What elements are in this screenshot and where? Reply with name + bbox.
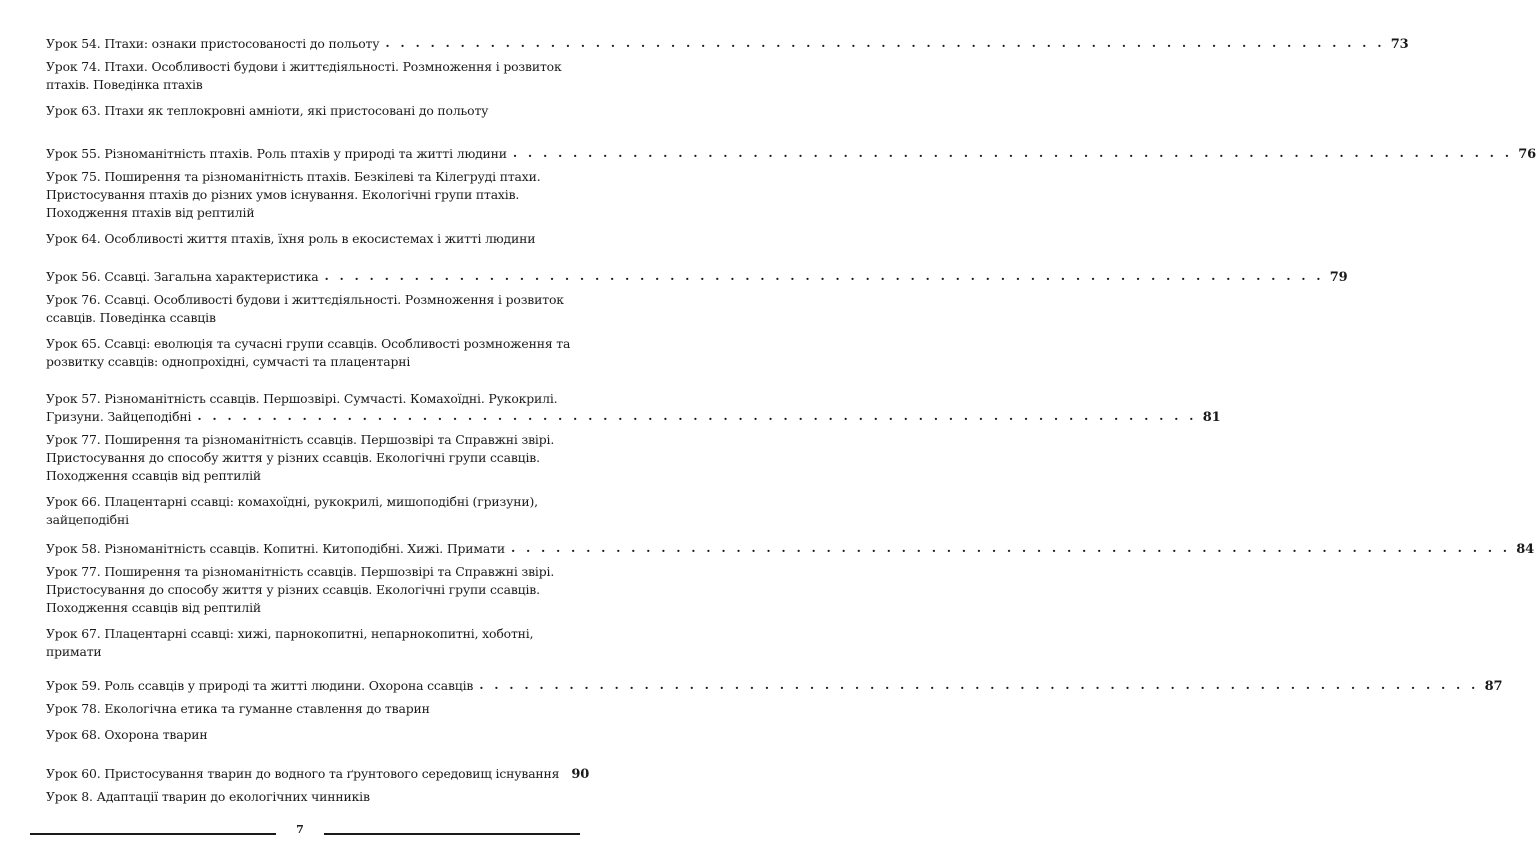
footer-page-number: 7 <box>296 823 304 836</box>
main-lesson-entry[interactable] <box>46 765 590 784</box>
related-lesson-line: Походження птахів від рептилій <box>46 205 255 220</box>
main-lesson-title: Урок 55. Різноманітність птахів. Роль птахів у природі та житті людини <box>46 146 507 161</box>
related-lesson-line: Урок 64. Особливості життя птахів, їхня роль в екосистемах і житті людини <box>46 231 536 246</box>
dot-leader: . . . . . . . . . . . . . . . . . . . . . . . . . . . . . . . . . . . . . . . . . . . . . . . . . . . . . . . . . . . . . . . . . . . <box>512 145 1513 160</box>
footer-rule-right <box>324 833 580 835</box>
dot-leader: . . . . . . . . . . . . . . . . . . . . . . . . . . . . . . . . . . . . . . . . . . . . . . . . . . . . . . . . . . . . . . . . . . . <box>385 35 1385 50</box>
main-lesson-title: Урок 58. Різноманітність ссавців. Копитні. Китоподібні. Хижі. Примати <box>46 541 505 556</box>
related-lesson-line: птахів. Поведінка птахів <box>46 77 203 92</box>
main-lesson-entry[interactable] <box>46 145 1536 164</box>
page-number: 81 <box>1202 410 1221 425</box>
page-number: 76 <box>1518 147 1536 162</box>
related-lesson-line: Урок 76. Ссавці. Особливості будови і життєдіяльності. Розмноження і розвиток <box>46 292 564 307</box>
dot-leader: . . . . . . . . . . . . . . . . . . . . . . . . . . . . . . . . . . . . . . . . . . . . . . . . . . . . . . . . . . . . . . . . . . . <box>197 408 1197 423</box>
related-lesson-line: розвитку ссавців: однопрохідні, сумчасті та плацентарні <box>46 354 411 369</box>
main-lesson-entry[interactable] <box>46 268 1348 287</box>
related-lesson-line: Урок 63. Птахи як теплокровні амніоти, які пристосовані до польоту <box>46 103 489 118</box>
related-lesson-line: Урок 75. Поширення та різноманітність птахів. Безкілеві та Кілегруді птахи. <box>46 169 541 184</box>
main-lesson-entry[interactable] <box>46 408 1221 427</box>
main-lesson-title: Урок 59. Роль ссавців у природі та житті людини. Охорона ссавців <box>46 678 474 693</box>
related-lesson-line: ссавців. Поведінка ссавців <box>46 310 216 325</box>
related-lesson-line: Пристосування до способу життя у різних ссавців. Екологічні групи ссавців. <box>46 582 540 597</box>
related-lesson-line: Урок 68. Охорона тварин <box>46 727 208 742</box>
related-lesson-line: Урок 8. Адаптації тварин до екологічних чинників <box>46 789 370 804</box>
related-lesson-line: Пристосування птахів до різних умов існування. Екологічні групи птахів. <box>46 187 520 202</box>
main-lesson-entry[interactable] <box>46 540 1535 559</box>
page-number: 87 <box>1484 679 1503 694</box>
dot-leader: . . . . . . . . . . . . . . . . . . . . . . . . . . . . . . . . . . . . . . . . . . . . . . . . . . . . . . . . . . . . . . . . . . . <box>510 540 1511 555</box>
main-lesson-entry[interactable] <box>46 35 1409 54</box>
main-lesson-title: Гризуни. Зайцеподібні <box>46 409 192 424</box>
main-lesson-title: Урок 60. Пристосування тварин до водного та ґрунтового середовищ існування <box>46 766 560 781</box>
related-lesson-line: Урок 77. Поширення та різноманітність ссавців. Першозвірі та Справжні звірі. <box>46 564 555 579</box>
page-number: 90 <box>571 767 590 782</box>
dot-leader: . . . . . . . . . . . . . . . . . . . . . . . . . . . . . . . . . . . . . . . . . . . . . . . . . . . . . . . . . . . . . . . . . . . <box>324 268 1324 283</box>
main-lesson-title: Урок 54. Птахи: ознаки пристосованості до польоту <box>46 36 380 51</box>
related-lesson-line: Урок 74. Птахи. Особливості будови і життєдіяльності. Розмноження і розвиток <box>46 59 562 74</box>
main-lesson-title-line: Урок 57. Різноманітність ссавців. Першозвірі. Сумчасті. Комахоїдні. Рукокрилі. <box>46 391 558 406</box>
related-lesson-line: Урок 67. Плацентарні ссавці: хижі, парнокопитні, непарнокопитні, хоботні, <box>46 626 534 641</box>
page-number: 84 <box>1516 542 1535 557</box>
related-lesson-line: Урок 77. Поширення та різноманітність ссавців. Першозвірі та Справжні звірі. <box>46 432 555 447</box>
footer-rule-left <box>30 833 276 835</box>
dot-leader: . . . . . . . . . . . . . . . . . . . . . . . . . . . . . . . . . . . . . . . . . . . . . . . . . . . . . . . . . . . . . . . . . . . <box>479 677 1479 692</box>
related-lesson-line: зайцеподібні <box>46 512 129 527</box>
related-lesson-line: Урок 66. Плацентарні ссавці: комахоїдні, рукокрилі, мишоподібні (гризуни), <box>46 494 538 509</box>
related-lesson-line: Урок 65. Ссавці: еволюція та сучасні групи ссавців. Особливості розмноження та <box>46 336 571 351</box>
page-number: 73 <box>1390 37 1409 52</box>
related-lesson-line: Урок 78. Екологічна етика та гуманне ставлення до тварин <box>46 701 430 716</box>
page-number: 79 <box>1329 270 1348 285</box>
related-lesson-line: Походження ссавців від рептилій <box>46 468 262 483</box>
main-lesson-title: Урок 56. Ссавці. Загальна характеристика <box>46 269 319 284</box>
main-lesson-entry[interactable] <box>46 677 1503 696</box>
related-lesson-line: примати <box>46 644 102 659</box>
related-lesson-line: Пристосування до способу життя у різних ссавців. Екологічні групи ссавців. <box>46 450 540 465</box>
related-lesson-line: Походження ссавців від рептилій <box>46 600 262 615</box>
